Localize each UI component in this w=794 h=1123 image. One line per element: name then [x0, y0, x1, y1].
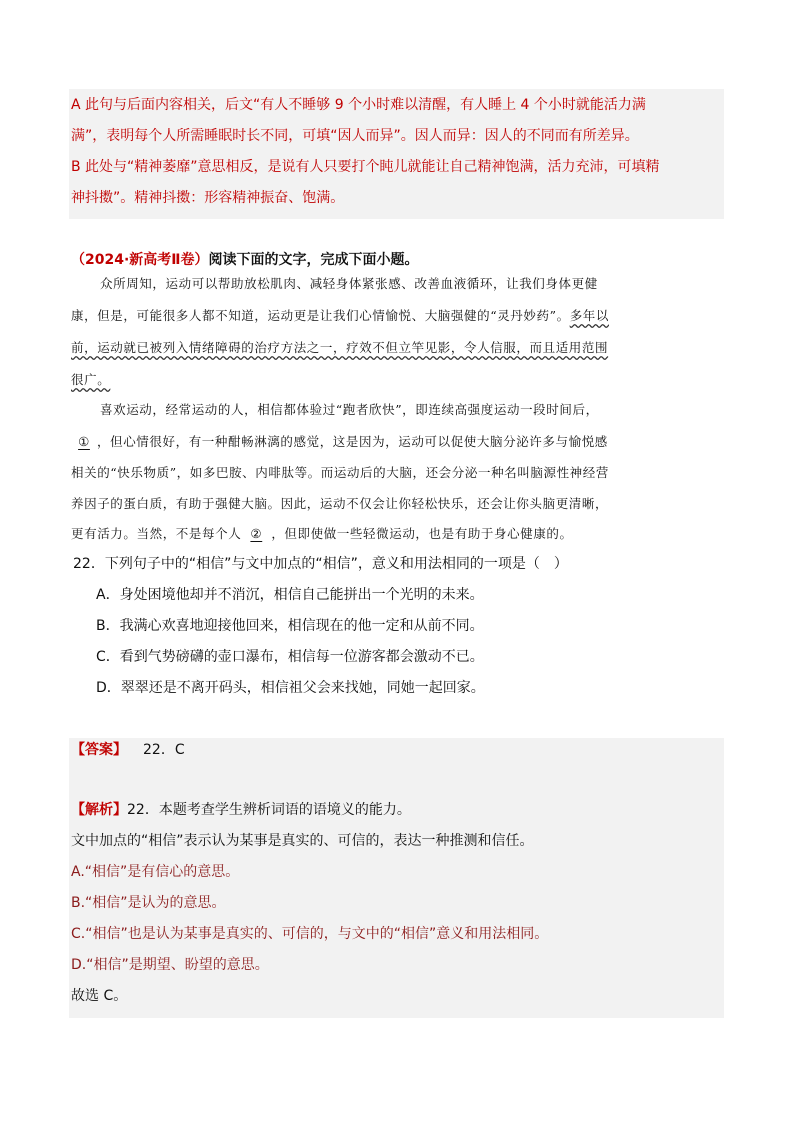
- passage-text: ，但心情很好，有一种酣畅淋漓的感觉，这是因为，运动可以促使大脑分泌许多与愉悦感: [97, 434, 608, 449]
- analysis-line-4: C.“相信”也是认为某事是真实的、可信的，与文中的“相信”意义和用法相同。: [71, 926, 549, 942]
- answer-label: 【答案】: [71, 742, 127, 758]
- analysis-line-3: B.“相信”是认为的意思。: [71, 895, 226, 911]
- passage-p1-line-2: [71, 306, 609, 326]
- passage-p2-line-2: [71, 432, 608, 452]
- passage-p2-line-5: [71, 524, 573, 544]
- analysis-a-line-2: 满”，表明每个人所需睡眠时长不同，可填“因人而异”。因人而异：因人的不同而有所差异。: [71, 128, 639, 144]
- passage-p1-line-1: 众所周知，运动可以帮助放松肌肉、减轻身体紧张感、改善血液循环，让我们身体更健: [100, 276, 598, 291]
- analysis-intro-line: [71, 800, 411, 820]
- answer-value: 22．C: [143, 742, 185, 758]
- analysis-intro: 22．本题考查学生辨析词语的语境义的能力。: [127, 802, 411, 818]
- option-b: B．我满心欢喜地迎接他回来，相信现在的他一定和从前不同。: [96, 618, 484, 634]
- option-a: A．身处困境他却并不消沉，相信自己能拼出一个光明的未来。: [96, 587, 484, 603]
- passage-p2-line-1: 喜欢运动，经常运动的人，相信都体验过“跑者欣快”，即连续高强度运动一段时间后，: [100, 402, 599, 417]
- passage-text: 更有活力。当然，不是每个人: [71, 526, 242, 541]
- analysis-b-line-2: 神抖擞”。精神抖擞：形容精神振奋、饱满。: [71, 190, 345, 206]
- passage-p2-line-3: 相关的“快乐物质”，如多巴胺、内啡肽等。而运动后的大脑，还会分泌一种名叫脑源性神经营: [71, 465, 609, 480]
- analysis-line-5: D.“相信”是期望、盼望的意思。: [71, 957, 269, 973]
- analysis-line-1: 文中加点的“相信”表示认为某事是真实的、可信的，表达一种推测和信任。: [71, 833, 534, 849]
- blank-1: ①: [78, 434, 90, 449]
- analysis-line-2: A.“相信”是有信心的意思。: [71, 864, 240, 880]
- analysis-a-line-1: A 此句与后面内容相关，后文“有人不睡够 9 个小时难以清醒，有人睡上 4 个小时就能活力满: [71, 97, 646, 113]
- passage-p1-line-3: 前，运动就已被列入情绪障碍的治疗方法之一，疗效不但立竿见影，令人信服，而且适用范围: [71, 340, 609, 355]
- blank-2: ②: [250, 526, 263, 541]
- source-tag: （2024·新高考Ⅱ卷）: [71, 252, 209, 268]
- answer-line: [71, 740, 185, 760]
- passage-text: 康，但是，可能很多人都不知道，运动更是让我们心情愉悦、大脑强健的“灵丹妙药”。: [71, 308, 570, 323]
- option-d: D．翠翠还是不离开码头，相信祖父会来找她，同她一起回家。: [96, 680, 485, 696]
- option-c: C．看到气势磅礴的壶口瀑布，相信每一位游客都会激动不已。: [96, 649, 484, 665]
- analysis-label: 【解析】: [71, 802, 127, 818]
- wavy-underlined-text: 多年以: [569, 308, 609, 323]
- instruction: 阅读下面的文字，完成下面小题。: [208, 252, 419, 268]
- question-stem: 22．下列句子中的“相信”与文中加点的“相信”，意义和用法相同的一项是（ ）: [73, 556, 568, 572]
- passage-text: ，但即使做一些轻微运动，也是有助于身心健康的。: [271, 526, 573, 541]
- analysis-conclusion: 故选 C。: [71, 988, 128, 1004]
- analysis-b-line-1: B 此处与“精神萎靡”意思相反，是说有人只要打个盹儿就能让自己精神饱满，活力充沛，可填精: [71, 159, 660, 175]
- question-header: [71, 250, 419, 270]
- passage-p2-line-4: 养因子的蛋白质，有助于强健大脑。因此，运动不仅会让你轻松快乐，还会让你头脑更清晰，: [71, 496, 609, 511]
- passage-p1-line-4: 很广。: [71, 372, 111, 387]
